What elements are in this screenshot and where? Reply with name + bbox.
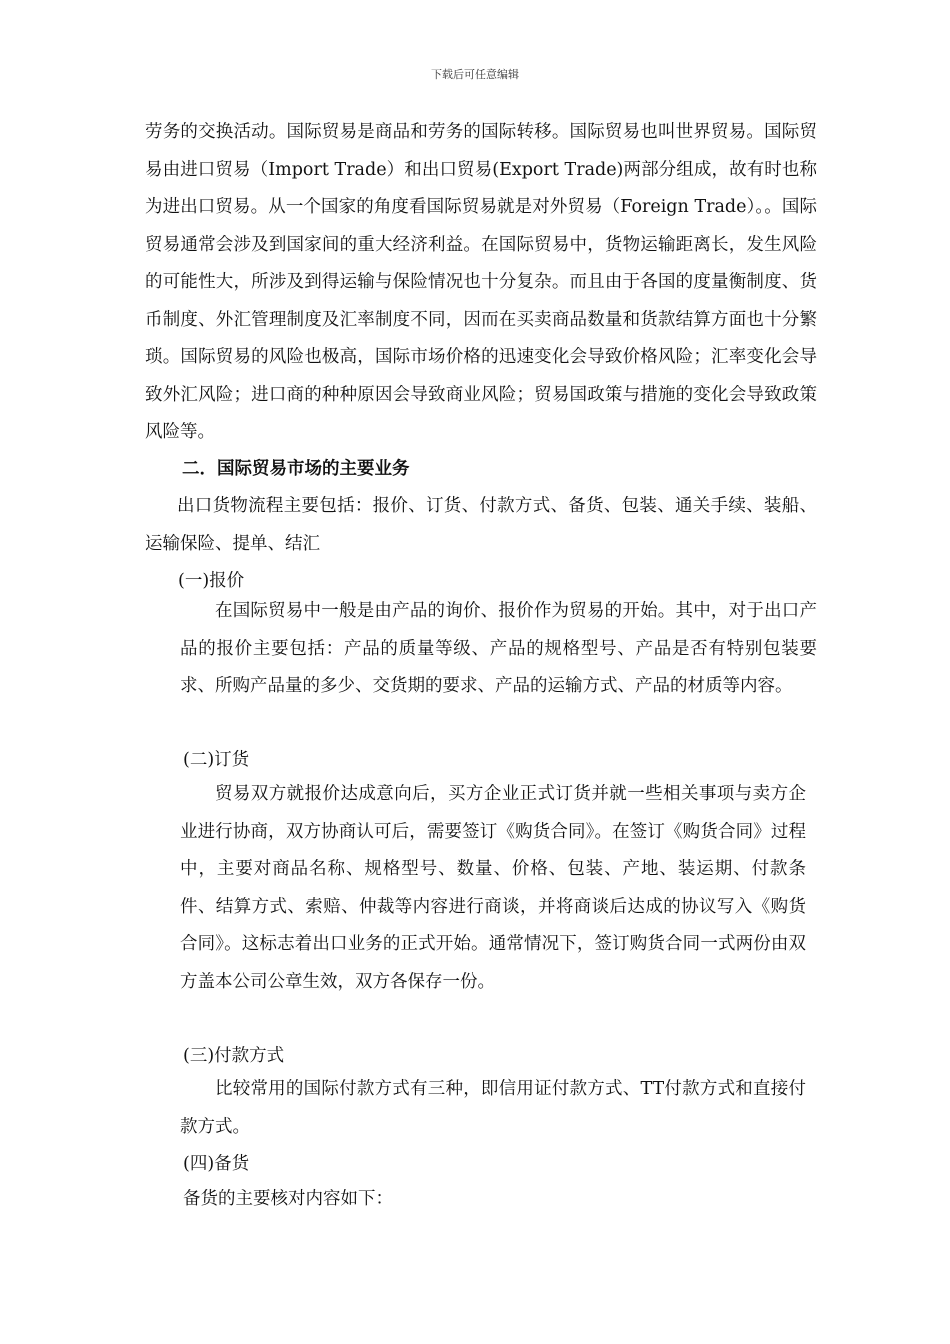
sub3-paragraph: 比较常用的国际付款方式有三种，即信用证付款方式、TT付款方式和直接付款方式。 — [180, 1079, 806, 1137]
sub1-heading: (一)报价 — [178, 571, 245, 591]
sub4-heading: (四)备货 — [183, 1154, 250, 1174]
sub4-paragraph: 备货的主要核对内容如下： — [183, 1189, 393, 1209]
sub1-paragraph: 在国际贸易中一般是由产品的询价、报价作为贸易的开始。其中，对于出口产品的报价主要包括：产品的质量等级、产品的规格型号、产品是否有特别包装要求、所购产品量的多少、交货期的要求、产品的运输方式、产品的材质等内容。 — [180, 601, 817, 696]
page-header: 下载后可任意编辑 — [431, 68, 519, 81]
section-heading: 二．国际贸易市场的主要业务 — [182, 459, 410, 479]
sub3-heading: (三)付款方式 — [183, 1046, 285, 1066]
sub2-heading: (二)订货 — [183, 750, 250, 770]
intro-paragraph: 劳务的交换活动。国际贸易是商品和劳务的国际转移。国际贸易也叫世界贸易。国际贸易由进口贸易（Import Trade）和出口贸易(Export Trade)两部分组成，故有时也称为进出口贸易。从一个国家的角度看国际贸易就是对外贸易（Foreign Trade）。。国际贸易通常会涉及到国家间的重大经济利益。在国际贸易中，货物运输距离长，发生风险的可能性大，所涉及到得运输与保险情况也十分复杂。而且由于各国的度量衡制度、货币制度、外汇管理制度及汇率制度不同，因而在买卖商品数量和货款结算方面也十分繁琐。国际贸易的风险也极高，国际市场价格的迅速变化会导致价格风险；汇率变化会导致外汇风险；进口商的种种原因会导致商业风险；贸易国政策与措施的变化会导致政策风险等。 — [145, 122, 817, 442]
sub2-paragraph: 贸易双方就报价达成意向后，买方企业正式订货并就一些相关事项与卖方企业进行协商，双方协商认可后，需要签订《购货合同》。在签订《购货合同》过程中，主要对商品名称、规格型号、数量、价格、包装、产地、装运期、付款条件、结算方式、索赔、仲裁等内容进行商谈，并将商谈后达成的协议写入《购货合同》。这标志着出口业务的正式开始。通常情况下，签订购货合同一式两份由双方盖本公司公章生效，双方各保存一份。 — [180, 784, 806, 992]
flow-paragraph: 出口货物流程主要包括：报价、订货、付款方式、备货、包装、通关手续、装船、运输保险、提单、结汇 — [145, 496, 817, 554]
